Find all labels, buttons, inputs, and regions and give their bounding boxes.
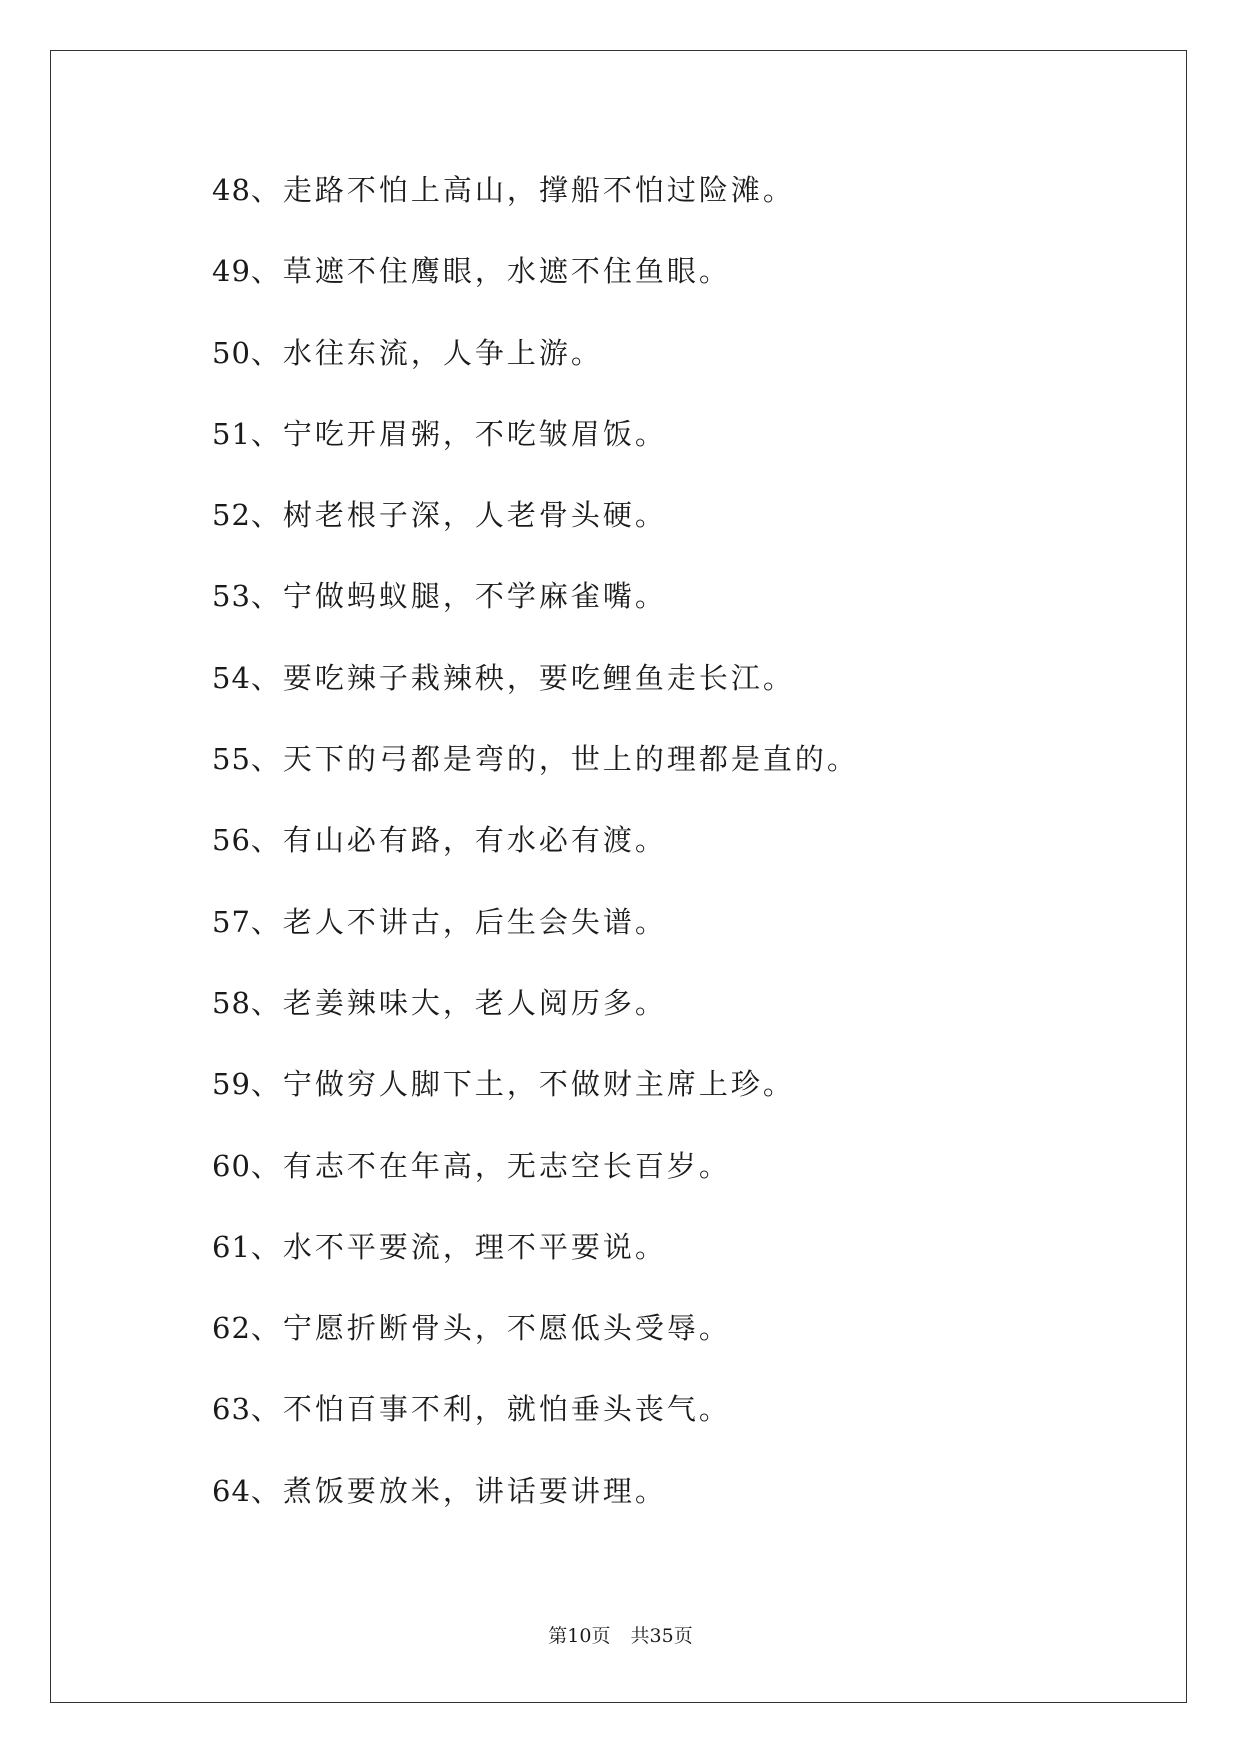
list-item [212, 414, 859, 495]
page-number [548, 1625, 610, 1647]
page-total [631, 1625, 693, 1647]
proverb-list [212, 170, 859, 1552]
list-item [212, 820, 859, 901]
item-number: 59 [212, 1067, 251, 1102]
list-item [212, 1227, 859, 1308]
item-text: 、走路不怕上高山，撑船不怕过险滩。 [250, 173, 795, 207]
item-text: 、有志不在年高，无志空长百岁。 [250, 1148, 731, 1183]
item-text: 、水不平要流，理不平要说。 [250, 1229, 667, 1264]
item-number: 60 [212, 1148, 251, 1183]
item-text: 、宁愿折断骨头，不愿低头受辱。 [250, 1311, 731, 1346]
list-item [212, 1146, 859, 1227]
list-item [212, 170, 859, 251]
item-text: 、草遮不住鹰眼，水遮不住鱼眼。 [250, 254, 731, 289]
list-item [212, 1064, 859, 1145]
item-number: 55 [212, 742, 251, 777]
item-number: 53 [212, 579, 251, 614]
item-number: 51 [212, 416, 251, 451]
item-text: 、老姜辣味大，老人阅历多。 [250, 985, 667, 1020]
item-number: 57 [212, 904, 251, 939]
list-item [212, 1308, 859, 1389]
item-number: 50 [212, 335, 251, 370]
item-text: 、宁做蚂蚁腿，不学麻雀嘴。 [250, 579, 667, 614]
list-item [212, 1389, 859, 1470]
item-number: 61 [212, 1229, 251, 1264]
item-number: 56 [212, 823, 251, 858]
item-text: 、水往东流，人争上游。 [250, 335, 603, 370]
item-text: 、要吃辣子栽辣秧，要吃鲤鱼走长江。 [250, 660, 795, 695]
item-number: 54 [212, 660, 251, 695]
total-suffix: 页 [673, 1625, 693, 1647]
item-text: 、天下的弓都是弯的，世上的理都是直的。 [250, 742, 859, 777]
page-current: 10 [567, 1625, 592, 1647]
item-number: 63 [212, 1392, 251, 1427]
item-number: 64 [212, 1473, 251, 1508]
list-item [212, 1471, 859, 1552]
list-item [212, 251, 859, 332]
list-item [212, 739, 859, 820]
list-item [212, 983, 859, 1064]
item-number: 52 [212, 498, 251, 533]
item-text: 、老人不讲古，后生会失谱。 [250, 904, 667, 939]
total-prefix: 共 [630, 1625, 650, 1647]
item-number: 49 [212, 254, 251, 289]
item-text: 、宁做穷人脚下土，不做财主席上珍。 [250, 1067, 795, 1102]
item-number: 62 [212, 1311, 251, 1346]
item-number: 58 [212, 985, 251, 1020]
item-number: 48 [212, 173, 251, 207]
list-item [212, 333, 859, 414]
total-count: 35 [649, 1625, 674, 1647]
item-text: 、宁吃开眉粥，不吃皱眉饭。 [250, 416, 667, 451]
item-text: 、有山必有路，有水必有渡。 [250, 823, 667, 858]
item-text: 、煮饭要放米，讲话要讲理。 [250, 1473, 667, 1508]
page-suffix: 页 [591, 1625, 611, 1647]
list-item [212, 576, 859, 657]
item-text: 、树老根子深，人老骨头硬。 [250, 498, 667, 533]
list-item [212, 658, 859, 739]
page-prefix: 第 [548, 1625, 568, 1647]
page-footer [0, 1624, 1241, 1648]
list-item [212, 495, 859, 576]
item-text: 、不怕百事不利，就怕垂头丧气。 [250, 1392, 731, 1427]
list-item [212, 902, 859, 983]
